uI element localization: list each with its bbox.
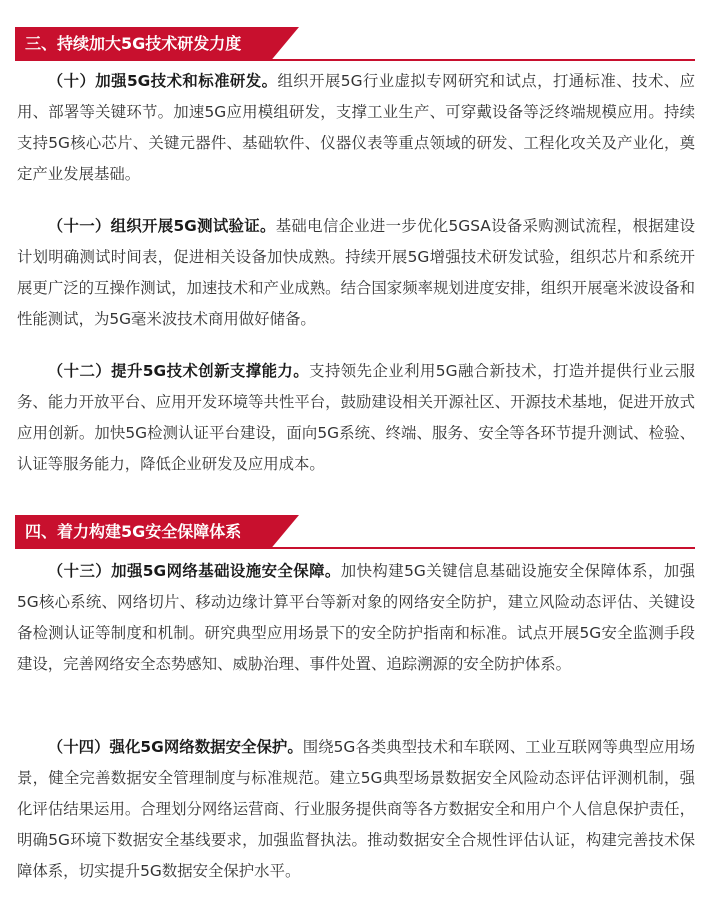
paragraph-lead: （十一）组织开展5G测试验证。: [47, 217, 276, 235]
paragraph-lead: （十四）强化5G网络数据安全保护。: [47, 738, 303, 756]
section-header-4: [15, 515, 695, 549]
paragraph-body: 基础电信企业进一步优化5GSA设备采购测试流程，根据建设计划明确测试时间表，促进相关设备加快成熟。持续开展5G增强技术研发试验，组织芯片和系统开展更广泛的互操作测试，加速技术和产业成熟。结合国家频率规划进度安排，组织开展毫米波设备和性能测试，为5G毫米波技术商用做好储备。: [17, 217, 696, 328]
paragraph-10: [17, 66, 695, 190]
paragraph-body: 加快构建5G关键信息基础设施安全保障体系，加强5G核心系统、网络切片、移动边缘计算平台等新对象的网络安全防护，建立风险动态评估、关键设备检测认证等制度和机制。研究典型应用场景下的安全防护指南和标准。试点开展5G安全监测手段建设，完善网络安全态势感知、威胁治理、事件处置、追踪溯源的安全防护体系。: [17, 562, 696, 673]
paragraph-body: 组织开展5G行业虚拟专网研究和试点，打通标准、技术、应用、部署等关键环节。加速5G应用模组研发，支撑工业生产、可穿戴设备等泛终端规模应用。持续支持5G核心芯片、关键元器件、基础软件、仪器仪表等重点领域的研发、工程化攻关及产业化，奠定产业发展基础。: [17, 72, 696, 183]
paragraph-lead: （十二）提升5G技术创新支撑能力。: [47, 362, 310, 380]
section-header-3: [15, 27, 695, 61]
paragraph-14: [17, 732, 695, 887]
section-title: 四、着力构建5G安全保障体系: [25, 522, 242, 541]
paragraph-body: 围绕5G各类典型技术和车联网、工业互联网等典型应用场景，健全完善数据安全管理制度与标准规范。建立5G典型场景数据安全风险动态评估评测机制，强化评估结果运用。合理划分网络运营商、行业服务提供商等各方数据安全和用户个人信息保护责任，明确5G环境下数据安全基线要求，加强监督执法。推动数据安全合规性评估认证，构建完善技术保障体系，切实提升5G数据安全保护水平。: [17, 738, 696, 880]
paragraph-lead: （十）加强5G技术和标准研发。: [47, 72, 278, 90]
paragraph-11: [17, 211, 695, 335]
paragraph-12: [17, 356, 695, 480]
paragraph-13: [17, 556, 695, 680]
section-title: 三、持续加大5G技术研发力度: [25, 34, 242, 53]
paragraph-lead: （十三）加强5G网络基础设施安全保障。: [47, 562, 341, 580]
paragraph-body: 支持领先企业利用5G融合新技术，打造并提供行业云服务、能力开放平台、应用开发环境等共性平台，鼓励建设相关开源社区、开源技术基地，促进开放式应用创新。加快5G检测认证平台建设，面向5G系统、终端、服务、安全等各环节提升测试、检验、认证等服务能力，降低企业研发及应用成本。: [17, 362, 696, 473]
